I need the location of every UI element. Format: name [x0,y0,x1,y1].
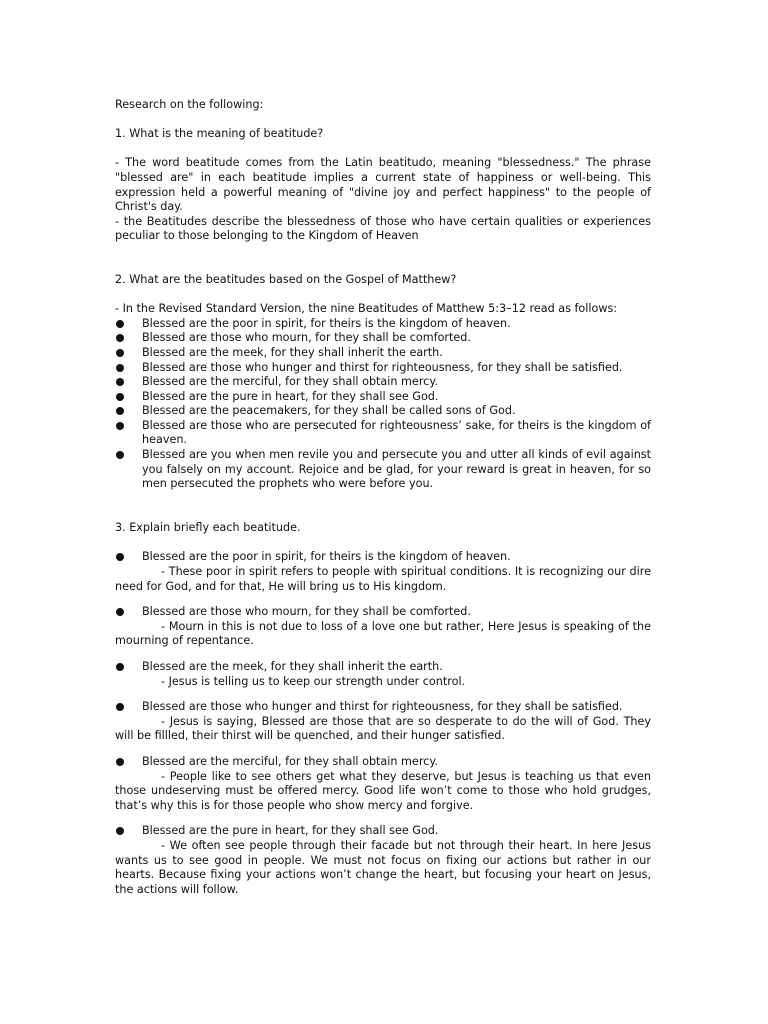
bullet-icon [116,364,124,372]
explanation-beatitude: Blessed are the meek, for they shall inherit the earth. [115,660,651,675]
explanation-text: - Jesus is saying, Blessed are those that are so desperate to do the will of God. They will be fillled, their thirst will be quenched, and their hunger satisfied. [115,714,651,743]
explanation-text: - People like to see others get what they deserve, but Jesus is teaching us that even those undeserving must be offered mercy. Good life won’t come to those who hold grudges, that’s why this is for those people who show mercy and forgive. [115,769,651,812]
bullet-icon [116,349,124,357]
explanation-text: - Mourn in this is not due to loss of a love one but rather, Here Jesus is speaking of the mourning of repentance. [115,619,651,648]
intro-line: Research on the following: [115,98,264,111]
bullet-icon [116,663,124,671]
explanation-text: - We often see people through their facade but not through their heart. In here Jesus wants us to see good in people. We must not focus on fixing our actions but rather in our hearts. Because fixing your actions won’t change the heart, but focusing your heart on Jesus, the actions will follow. [115,838,651,896]
bullet-icon [116,378,124,386]
bullet-icon [116,422,124,430]
question-3: 3. Explain briefly each beatitude. [115,520,301,534]
list-item: Blessed are the pure in heart, for they shall see God. [115,390,651,405]
bullet-icon [116,608,124,616]
bullet-icon [116,334,124,342]
bullet-icon [116,758,124,766]
explanation-beatitude: Blessed are the pure in heart, for they shall see God. [115,824,651,839]
list-item: Blessed are the peacemakers, for they shall be called sons of God. [115,404,651,419]
answer-2-intro: - In the Revised Standard Version, the nine Beatitudes of Matthew 5:3–12 read as follows: [115,302,618,316]
explanation-block [115,660,651,689]
list-item: Blessed are those who mourn, for they shall be comforted. [115,331,651,346]
explanation-beatitude: Blessed are those who hunger and thirst for righteousness, for they shall be satisfied. [115,700,651,715]
bullet-icon [116,553,124,561]
document-page [115,98,651,897]
explanation-text: - Jesus is telling us to keep our strength under control. [161,674,466,688]
question-1: 1. What is the meaning of beatitude? [115,127,324,141]
beatitudes-list [115,317,651,492]
bullet-icon [116,703,124,711]
explanation-beatitude: Blessed are the merciful, for they shall obtain mercy. [115,755,651,770]
bullet-icon [116,407,124,415]
question-2: 2. What are the beatitudes based on the Gospel of Matthew? [115,272,457,286]
bullet-icon [116,393,124,401]
explanation-block [115,700,651,744]
explanation-block [115,755,651,813]
answer-1-paragraph-1: - The word beatitude comes from the Latin beatitudo, meaning "blessedness." The phrase "blessed are" in each beatitude implies a current state of happiness or well-being. This expression held a powerful meaning of "divine joy and perfect happiness" to the people of Christ's day. [115,156,651,214]
bullet-icon [116,320,124,328]
list-item: Blessed are the poor in spirit, for theirs is the kingdom of heaven. [115,317,651,332]
explanation-block [115,824,651,897]
list-item: Blessed are you when men revile you and persecute you and utter all kinds of evil against you falsely on my account. Rejoice and be glad, for your reward is great in heaven, for so men persecuted the prophets who were before you. [115,448,651,492]
explanation-beatitude: Blessed are those who mourn, for they shall be comforted. [115,605,651,620]
bullet-icon [116,451,124,459]
list-item: Blessed are those who hunger and thirst for righteousness, for they shall be satisfied. [115,361,651,376]
explanation-block [115,605,651,649]
explanation-beatitude: Blessed are the poor in spirit, for theirs is the kingdom of heaven. [115,550,651,565]
list-item: Blessed are the merciful, for they shall obtain mercy. [115,375,651,390]
list-item: Blessed are those who are persecuted for righteousness’ sake, for theirs is the kingdom of heaven. [115,419,651,448]
answer-1-paragraph-2: - the Beatitudes describe the blessedness of those who have certain qualities or experiences peculiar to those belonging to the Kingdom of Heaven [115,214,651,243]
list-item: Blessed are the meek, for they shall inherit the earth. [115,346,651,361]
bullet-icon [116,827,124,835]
explanation-text: - These poor in spirit refers to people with spiritual conditions. It is recognizing our dire need for God, and for that, He will bring us to His kingdom. [115,565,651,593]
explanation-block [115,550,651,594]
